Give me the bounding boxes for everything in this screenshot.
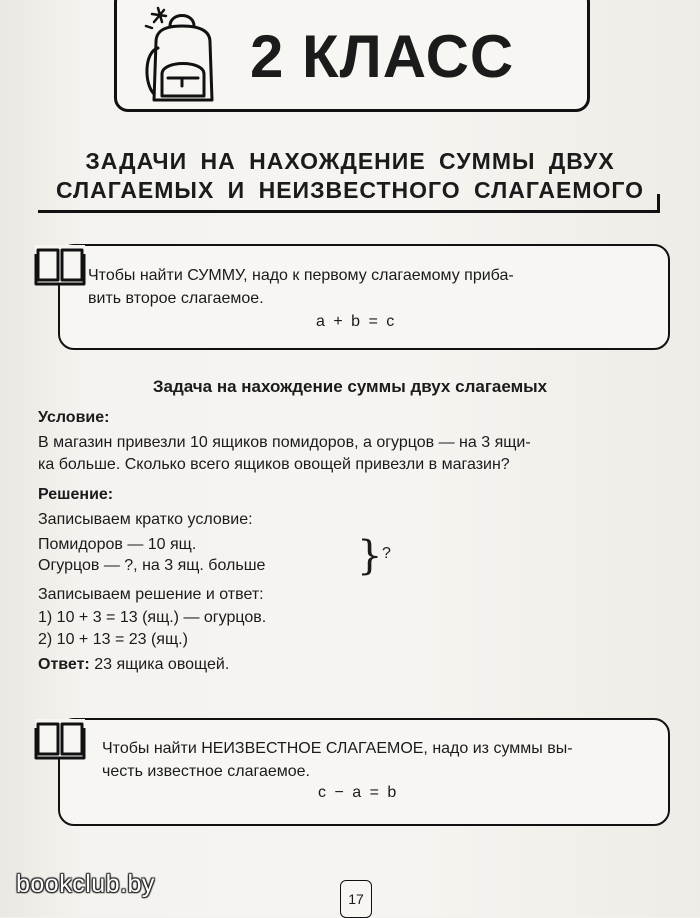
condition-label: Условие:: [38, 409, 110, 426]
rule-sum-line-1: Чтобы найти СУММУ, надо к первому слагаемому приба-: [88, 267, 514, 284]
condition-line-2: ка больше. Сколько всего ящиков овощей привезли в магазин?: [38, 456, 510, 473]
solution-label: Решение:: [38, 486, 114, 503]
solution-intro: Записываем решение и ответ:: [38, 586, 264, 603]
title-divider: [38, 210, 660, 213]
brace-question: ?: [382, 545, 391, 562]
answer-line: [38, 656, 229, 674]
solution-step-2: 2) 10 + 13 = 23 (ящ.): [38, 631, 188, 648]
main-title-line-2: СЛАГАЕМЫХ И НЕИЗВЕСТНОГО СЛАГАЕМОГО: [55, 177, 645, 203]
rule-unknown-line-1: Чтобы найти НЕИЗВЕСТНОЕ СЛАГАЕМОЕ, надо из суммы вы-: [102, 740, 573, 757]
main-title-line-1: ЗАДАЧИ НА НАХОЖДЕНИЕ СУММЫ ДВУХ: [85, 148, 615, 174]
brace-icon: }: [357, 533, 383, 579]
rule-unknown-line-2: честь известное слагаемое.: [102, 763, 310, 780]
answer-text: 23 ящика овощей.: [89, 656, 230, 673]
page-number: 17: [340, 880, 372, 918]
short-condition-intro: Записываем кратко условие:: [38, 511, 253, 528]
answer-label: Ответ:: [38, 656, 90, 673]
short-condition-cucumbers: Огурцов — ?, на 3 ящ. больше: [38, 557, 266, 574]
backpack-icon: [138, 4, 230, 108]
watermark: bookclub.by: [16, 870, 155, 898]
condition-line-1: В магазин привезли 10 ящиков помидоров, а огурцов — на 3 ящи-: [38, 434, 531, 451]
header-title: 2 КЛАСС: [250, 23, 515, 90]
book-icon: [34, 244, 86, 286]
formula-unknown-addend: c − a = b: [318, 784, 397, 801]
rule-sum-line-2: вить второе слагаемое.: [88, 290, 264, 307]
solution-step-1: 1) 10 + 3 = 13 (ящ.) — огурцов.: [38, 609, 267, 626]
task-title: Задача на нахождение суммы двух слагаемых: [152, 377, 548, 396]
short-condition-tomatoes: Помидоров — 10 ящ.: [38, 536, 197, 553]
book-icon: [34, 718, 86, 760]
title-divider-end: [657, 194, 660, 213]
formula-sum: a + b = c: [316, 313, 395, 330]
